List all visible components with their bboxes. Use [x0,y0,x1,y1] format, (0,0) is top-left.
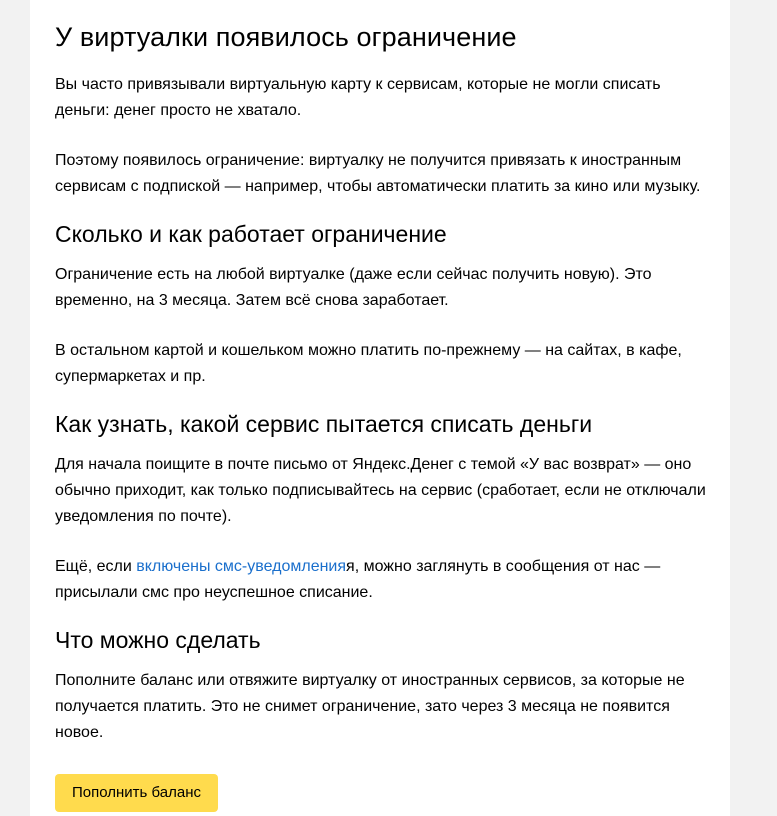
article-content [55,18,715,812]
what-to-do-paragraph: Пополните баланс или отвяжите виртуалку от иностранных сервисов, за которые не получается платить. Это не снимет ограничение, зато через 3 месяца не появится новое. [55,672,685,741]
sms-notifications-link[interactable]: включены смс-уведомления [136,558,347,575]
section-heading-what-to-do: Что можно сделать [55,627,261,653]
section-heading-how-long: Сколько и как работает ограничение [55,221,447,247]
top-up-balance-button[interactable]: Пополнить баланс [55,774,218,812]
find-service-text-before-link: Ещё, если [55,558,137,575]
intro-paragraph-1: Вы часто привязывали виртуальную карту к сервисам, которые не могли списать деньги: денег просто не хватало. [55,76,661,119]
find-service-text-after-link: я, можно заглянуть в сообщения от нас — присылали смс про неуспешное списание. [55,558,661,601]
intro-paragraph-2: Поэтому появилось ограничение: виртуалку не получится привязать к иностранным сервисам с подпиской — например, чтобы автоматически платить за кино или музыку. [55,152,701,195]
how-long-paragraph-1: Ограничение есть на любой виртуалке (даже если сейчас получить новую). Это временно, на 3 месяца. Затем всё снова заработает. [55,266,652,309]
article-title: У виртуалки появилось ограничение [55,22,517,52]
section-heading-find-service: Как узнать, какой сервис пытается списать деньги [55,411,593,437]
find-service-paragraph-2 [55,554,715,606]
how-long-paragraph-2: В остальном картой и кошельком можно платить по-прежнему — на сайтах, в кафе, супермаркетах и пр. [55,342,682,385]
email-card [30,0,730,816]
find-service-paragraph-1: Для начала поищите в почте письмо от Яндекс.Денег с темой «У вас возврат» — оно обычно приходит, как только подписывайтесь на сервис (сработает, если не отключали уведомления по почте). [55,456,706,525]
